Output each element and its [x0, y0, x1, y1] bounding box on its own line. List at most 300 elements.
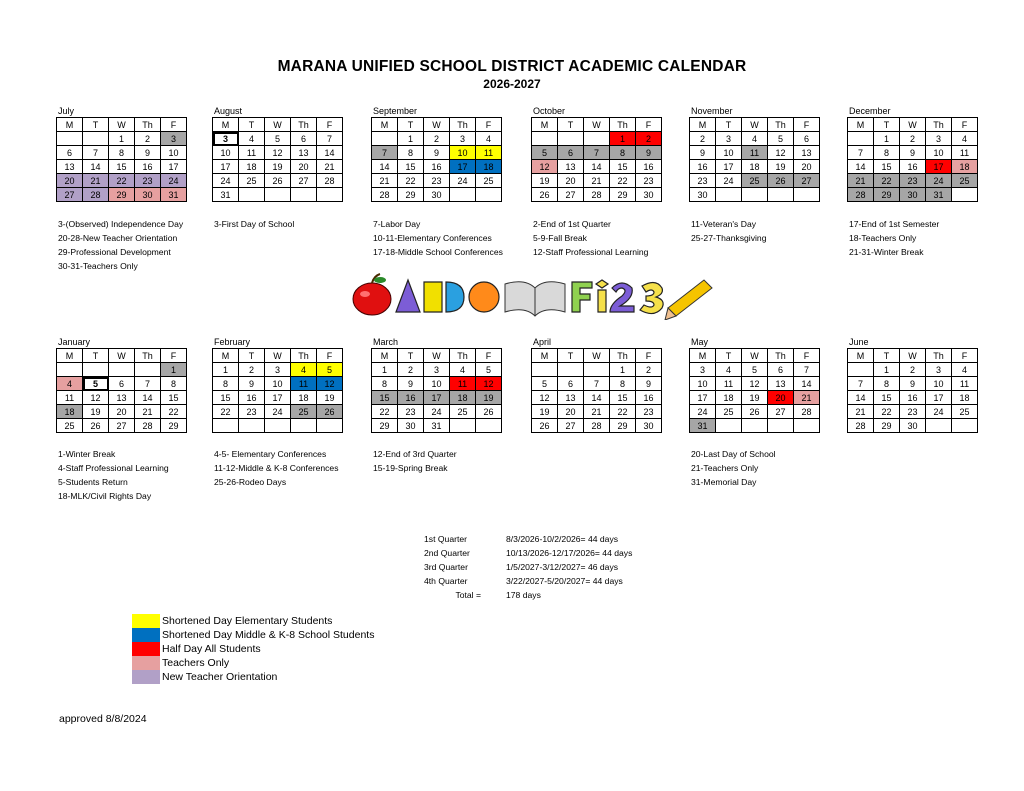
day-cell: 9 — [398, 377, 424, 391]
decorative-numbers-icon — [572, 280, 663, 314]
day-cell: 19 — [83, 405, 109, 419]
day-cell: 4 — [450, 363, 476, 377]
day-cell: 1 — [161, 363, 187, 377]
day-cell: 13 — [57, 160, 83, 174]
month-name: April — [533, 337, 552, 347]
day-cell: 2 — [239, 363, 265, 377]
note-item: 20-Last Day of School — [691, 449, 776, 459]
month-grid — [847, 117, 978, 202]
day-cell: 14 — [584, 160, 610, 174]
day-cell: 11 — [291, 377, 317, 391]
day-cell: 19 — [532, 174, 558, 188]
day-cell: 6 — [794, 132, 820, 146]
legend-swatch — [132, 670, 160, 684]
day-cell: 16 — [636, 160, 662, 174]
weekday-header: F — [476, 118, 502, 132]
quarter-label: 1st Quarter — [424, 534, 467, 544]
day-cell: 4 — [952, 363, 978, 377]
day-cell: 3 — [690, 363, 716, 377]
month-june — [847, 337, 978, 433]
day-cell: 2 — [424, 132, 450, 146]
day-cell: 5 — [265, 132, 291, 146]
day-cell — [742, 188, 768, 202]
legend-swatch — [132, 642, 160, 656]
day-cell: 21 — [848, 174, 874, 188]
day-cell: 1 — [398, 132, 424, 146]
day-cell: 8 — [874, 146, 900, 160]
day-cell: 12 — [317, 377, 343, 391]
note-item: 4-5- Elementary Conferences — [214, 449, 327, 459]
day-cell: 16 — [636, 391, 662, 405]
day-cell: 11 — [476, 146, 502, 160]
weekday-header: M — [848, 349, 874, 363]
note-item: 5-9-Fall Break — [533, 233, 587, 243]
day-cell: 9 — [900, 377, 926, 391]
day-cell: 24 — [926, 174, 952, 188]
month-april — [531, 337, 662, 433]
day-cell: 19 — [476, 391, 502, 405]
weekday-header: T — [874, 349, 900, 363]
day-cell: 7 — [794, 363, 820, 377]
note-item: 18-MLK/Civil Rights Day — [58, 491, 152, 501]
day-cell: 1 — [610, 132, 636, 146]
weekday-header: T — [874, 118, 900, 132]
day-cell: 23 — [690, 174, 716, 188]
day-cell — [952, 419, 978, 433]
day-cell: 22 — [874, 405, 900, 419]
month-february — [212, 337, 343, 433]
note-item: 12-End of 3rd Quarter — [373, 449, 457, 459]
day-cell — [952, 188, 978, 202]
color-legend — [132, 614, 374, 684]
day-cell: 14 — [794, 377, 820, 391]
day-cell — [239, 419, 265, 433]
day-cell: 25 — [291, 405, 317, 419]
month-notes — [214, 217, 294, 231]
weekday-header: F — [636, 349, 662, 363]
day-cell: 3 — [424, 363, 450, 377]
day-cell: 25 — [716, 405, 742, 419]
decorative-letters-icon — [396, 280, 499, 312]
day-cell: 10 — [161, 146, 187, 160]
day-cell: 28 — [83, 188, 109, 202]
legend-item — [132, 642, 374, 656]
day-cell: 15 — [874, 391, 900, 405]
day-cell — [768, 188, 794, 202]
day-cell: 14 — [848, 391, 874, 405]
day-cell: 24 — [424, 405, 450, 419]
day-cell: 25 — [952, 174, 978, 188]
day-cell: 30 — [690, 188, 716, 202]
day-cell: 30 — [900, 419, 926, 433]
day-cell — [558, 363, 584, 377]
day-cell: 15 — [109, 160, 135, 174]
day-cell — [794, 188, 820, 202]
month-name: October — [533, 106, 566, 116]
day-cell: 12 — [476, 377, 502, 391]
day-cell: 4 — [716, 363, 742, 377]
day-cell: 16 — [135, 160, 161, 174]
weekday-header: W — [424, 349, 450, 363]
day-cell: 29 — [372, 419, 398, 433]
day-cell: 10 — [265, 377, 291, 391]
month-name: January — [58, 337, 91, 347]
month-grid — [531, 348, 662, 433]
day-cell: 17 — [424, 391, 450, 405]
weekday-header: F — [161, 118, 187, 132]
day-cell: 3 — [926, 132, 952, 146]
approved-date: approved 8/8/2024 — [59, 713, 147, 725]
note-item: 25-26-Rodeo Days — [214, 477, 287, 487]
day-cell: 19 — [768, 160, 794, 174]
day-cell — [317, 419, 343, 433]
day-cell: 27 — [768, 405, 794, 419]
day-cell: 8 — [610, 146, 636, 160]
day-cell: 2 — [690, 132, 716, 146]
weekday-header: M — [213, 118, 239, 132]
weekday-header: M — [848, 118, 874, 132]
day-cell: 14 — [83, 160, 109, 174]
day-cell — [291, 419, 317, 433]
day-cell: 5 — [317, 363, 343, 377]
day-cell: 17 — [926, 391, 952, 405]
weekday-header: T — [83, 349, 109, 363]
weekday-header: W — [584, 349, 610, 363]
day-cell: 26 — [476, 405, 502, 419]
day-cell: 2 — [900, 132, 926, 146]
day-cell: 23 — [398, 405, 424, 419]
note-item: 31-Memorial Day — [691, 477, 757, 487]
day-cell: 29 — [109, 188, 135, 202]
day-cell: 28 — [372, 188, 398, 202]
day-cell: 14 — [135, 391, 161, 405]
day-cell: 5 — [476, 363, 502, 377]
day-cell: 1 — [874, 132, 900, 146]
day-cell: 23 — [636, 174, 662, 188]
book-icon — [505, 282, 565, 316]
day-cell: 20 — [768, 391, 794, 405]
day-cell: 6 — [558, 377, 584, 391]
legend-item — [132, 656, 374, 670]
month-name: July — [58, 106, 75, 116]
weekday-header: T — [558, 118, 584, 132]
weekday-header: Th — [768, 118, 794, 132]
day-cell: 1 — [874, 363, 900, 377]
weekday-header: F — [952, 349, 978, 363]
quarter-label: 2nd Quarter — [424, 548, 470, 558]
weekday-header: T — [398, 349, 424, 363]
day-cell: 20 — [558, 174, 584, 188]
weekday-header: T — [716, 349, 742, 363]
day-cell: 20 — [291, 160, 317, 174]
day-cell: 17 — [450, 160, 476, 174]
day-cell: 22 — [610, 405, 636, 419]
day-cell: 28 — [848, 419, 874, 433]
day-cell: 9 — [239, 377, 265, 391]
weekday-header: M — [690, 349, 716, 363]
day-cell: 5 — [532, 377, 558, 391]
day-cell: 11 — [952, 146, 978, 160]
day-cell: 18 — [476, 160, 502, 174]
day-cell: 21 — [83, 174, 109, 188]
day-cell: 29 — [874, 188, 900, 202]
day-cell: 12 — [532, 391, 558, 405]
day-cell: 6 — [291, 132, 317, 146]
day-cell: 7 — [372, 146, 398, 160]
month-grid — [56, 117, 187, 202]
month-march — [371, 337, 502, 433]
day-cell: 27 — [558, 188, 584, 202]
note-item: 7-Labor Day — [373, 219, 421, 229]
day-cell: 17 — [926, 160, 952, 174]
day-cell: 2 — [900, 363, 926, 377]
weekday-header: W — [424, 118, 450, 132]
day-cell — [794, 419, 820, 433]
weekday-header: M — [372, 349, 398, 363]
day-cell: 13 — [768, 377, 794, 391]
day-cell: 18 — [57, 405, 83, 419]
day-cell: 28 — [794, 405, 820, 419]
day-cell: 23 — [636, 405, 662, 419]
day-cell: 10 — [213, 146, 239, 160]
note-item: 29-Professional Development — [58, 247, 171, 257]
legend-swatch — [132, 656, 160, 670]
quarter-row — [424, 574, 632, 588]
month-notes — [373, 447, 457, 475]
day-cell: 12 — [532, 160, 558, 174]
day-cell: 23 — [900, 405, 926, 419]
month-grid — [212, 348, 343, 433]
day-cell: 22 — [398, 174, 424, 188]
pencil-icon — [665, 280, 712, 320]
day-cell: 15 — [874, 160, 900, 174]
day-cell: 21 — [584, 174, 610, 188]
weekday-header: Th — [135, 349, 161, 363]
day-cell — [742, 419, 768, 433]
day-cell: 23 — [900, 174, 926, 188]
day-cell: 12 — [742, 377, 768, 391]
day-cell: 5 — [83, 377, 109, 391]
month-july — [56, 106, 187, 202]
day-cell — [109, 363, 135, 377]
day-cell: 18 — [952, 391, 978, 405]
month-notes — [58, 447, 169, 503]
day-cell: 3 — [213, 132, 239, 146]
day-cell: 22 — [372, 405, 398, 419]
weekday-header: W — [900, 349, 926, 363]
weekday-header: F — [636, 118, 662, 132]
weekday-header: Th — [450, 349, 476, 363]
day-cell: 6 — [57, 146, 83, 160]
note-item: 5-Students Return — [58, 477, 128, 487]
day-cell: 6 — [558, 146, 584, 160]
quarter-dates: 10/13/2026-12/17/2026= 44 days — [506, 548, 633, 558]
total-value: 178 days — [506, 590, 541, 600]
day-cell: 17 — [213, 160, 239, 174]
day-cell: 28 — [848, 188, 874, 202]
day-cell: 18 — [291, 391, 317, 405]
day-cell: 11 — [716, 377, 742, 391]
day-cell: 22 — [213, 405, 239, 419]
day-cell: 25 — [476, 174, 502, 188]
day-cell: 29 — [610, 419, 636, 433]
day-cell: 22 — [610, 174, 636, 188]
day-cell: 28 — [135, 419, 161, 433]
note-item: 11-12-Middle & K-8 Conferences — [214, 463, 339, 473]
weekday-header: W — [900, 118, 926, 132]
day-cell: 22 — [161, 405, 187, 419]
day-cell — [476, 188, 502, 202]
day-cell: 30 — [135, 188, 161, 202]
day-cell: 11 — [57, 391, 83, 405]
day-cell: 7 — [584, 377, 610, 391]
day-cell: 18 — [450, 391, 476, 405]
month-name: February — [214, 337, 251, 347]
month-notes — [214, 447, 339, 489]
month-grid — [689, 348, 820, 433]
day-cell: 4 — [476, 132, 502, 146]
month-notes — [373, 217, 503, 259]
day-cell: 7 — [317, 132, 343, 146]
day-cell: 23 — [239, 405, 265, 419]
day-cell — [239, 188, 265, 202]
day-cell — [584, 132, 610, 146]
day-cell: 20 — [794, 160, 820, 174]
day-cell — [450, 188, 476, 202]
note-item: 11-Veteran's Day — [691, 219, 757, 229]
day-cell — [926, 419, 952, 433]
month-january — [56, 337, 187, 433]
day-cell: 1 — [109, 132, 135, 146]
day-cell: 28 — [584, 419, 610, 433]
month-grid — [56, 348, 187, 433]
day-cell — [450, 419, 476, 433]
weekday-header: M — [532, 349, 558, 363]
weekday-header: F — [794, 349, 820, 363]
day-cell: 13 — [558, 160, 584, 174]
quarter-label: 4th Quarter — [424, 576, 468, 586]
day-cell: 5 — [768, 132, 794, 146]
weekday-header: M — [57, 118, 83, 132]
day-cell: 18 — [952, 160, 978, 174]
day-cell: 26 — [742, 405, 768, 419]
day-cell — [83, 132, 109, 146]
day-cell: 26 — [265, 174, 291, 188]
weekday-header: Th — [291, 118, 317, 132]
weekday-header: M — [372, 118, 398, 132]
day-cell: 7 — [83, 146, 109, 160]
day-cell: 9 — [690, 146, 716, 160]
day-cell: 31 — [161, 188, 187, 202]
day-cell: 16 — [239, 391, 265, 405]
day-cell: 13 — [109, 391, 135, 405]
weekday-header: F — [317, 118, 343, 132]
day-cell: 24 — [213, 174, 239, 188]
day-cell — [584, 363, 610, 377]
day-cell: 3 — [450, 132, 476, 146]
day-cell: 24 — [450, 174, 476, 188]
day-cell: 21 — [372, 174, 398, 188]
month-name: March — [373, 337, 399, 347]
day-cell: 3 — [926, 363, 952, 377]
weekday-header: W — [265, 349, 291, 363]
note-item: 18-Teachers Only — [849, 233, 917, 243]
day-cell: 16 — [900, 391, 926, 405]
month-notes — [691, 447, 776, 489]
day-cell: 2 — [636, 363, 662, 377]
note-item: 17-18-Middle School Conferences — [373, 247, 503, 257]
day-cell: 19 — [317, 391, 343, 405]
weekday-header: F — [476, 349, 502, 363]
day-cell: 28 — [317, 174, 343, 188]
day-cell: 14 — [584, 391, 610, 405]
day-cell: 16 — [424, 160, 450, 174]
day-cell — [716, 419, 742, 433]
page-subtitle: 2026-2027 — [483, 77, 541, 91]
weekday-header: F — [317, 349, 343, 363]
month-name: June — [849, 337, 869, 347]
legend-swatch — [132, 614, 160, 628]
day-cell — [372, 132, 398, 146]
day-cell: 8 — [372, 377, 398, 391]
day-cell: 5 — [742, 363, 768, 377]
note-item: 15-19-Spring Break — [373, 463, 448, 473]
quarter-label: 3rd Quarter — [424, 562, 468, 572]
day-cell: 19 — [532, 405, 558, 419]
day-cell: 15 — [610, 391, 636, 405]
day-cell: 13 — [794, 146, 820, 160]
day-cell — [57, 132, 83, 146]
day-cell: 10 — [450, 146, 476, 160]
day-cell — [558, 132, 584, 146]
weekday-header: Th — [926, 349, 952, 363]
day-cell: 8 — [161, 377, 187, 391]
day-cell: 14 — [317, 146, 343, 160]
day-cell: 4 — [239, 132, 265, 146]
day-cell: 15 — [213, 391, 239, 405]
quarter-dates: 1/5/2027-3/12/2027= 46 days — [506, 562, 619, 572]
day-cell: 27 — [794, 174, 820, 188]
month-notes — [533, 217, 648, 259]
day-cell: 25 — [57, 419, 83, 433]
day-cell: 24 — [690, 405, 716, 419]
day-cell: 31 — [213, 188, 239, 202]
day-cell: 6 — [109, 377, 135, 391]
day-cell: 8 — [398, 146, 424, 160]
day-cell: 20 — [109, 405, 135, 419]
weekday-header: W — [265, 118, 291, 132]
day-cell: 10 — [926, 146, 952, 160]
day-cell: 3 — [161, 132, 187, 146]
day-cell: 3 — [265, 363, 291, 377]
note-item: 20-28-New Teacher Orientation — [58, 233, 178, 243]
day-cell — [135, 363, 161, 377]
note-item: 12-Staff Professional Learning — [533, 247, 649, 257]
day-cell: 15 — [610, 160, 636, 174]
day-cell: 31 — [424, 419, 450, 433]
month-grid — [847, 348, 978, 433]
day-cell: 24 — [716, 174, 742, 188]
day-cell: 6 — [768, 363, 794, 377]
legend-label: Half Day All Students — [162, 643, 261, 655]
day-cell: 26 — [317, 405, 343, 419]
weekday-header: Th — [926, 118, 952, 132]
quarter-row — [424, 532, 632, 546]
day-cell — [848, 363, 874, 377]
day-cell: 11 — [952, 377, 978, 391]
day-cell: 7 — [848, 146, 874, 160]
day-cell: 21 — [135, 405, 161, 419]
